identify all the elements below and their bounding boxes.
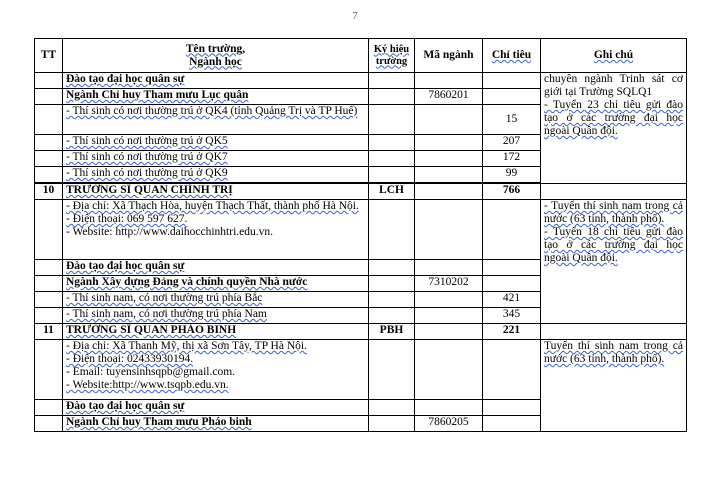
school-phone: - Điện thoại: 069 597 627. [66,213,188,225]
school-quota: 221 [483,324,541,340]
major-code: 7310202 [415,276,483,292]
table-row [35,73,687,89]
header-quota: Chỉ tiêu [483,39,541,73]
school-row [35,184,687,200]
note-text: - Tuyển thí sinh nam trong cả nước (63 tỉnh, thành phố). [544,200,683,225]
quota-value: 345 [483,308,541,324]
notes-cell [541,200,687,324]
notes-cell [541,73,687,184]
header-major: Ngành học [189,55,242,68]
school-address: - Địa chỉ: Xã Thạch Hòa, huyện Thạch Thất, thành phố Hà Nội. [66,200,359,212]
header-school: Tên trường, [185,42,246,55]
school-email: - Email: tuyensinhsqpb@gmail.com. [66,366,236,378]
school-code: PBH [369,324,415,340]
training-label: Đào tạo đại học quân sự [66,73,185,85]
quota-value: 99 [483,167,541,183]
page-number: 7 [352,10,358,22]
major-code: 7860201 [415,89,483,105]
note-text: chuyên ngành Trinh sát cơ giới tại Trường SQLQ1 [544,73,683,98]
major-code: 7860205 [415,416,483,432]
candidate-group: - Thí sinh có nơi thường trú ở QK9 [66,167,228,179]
notes-cell [541,340,687,432]
candidate-group: - Thí sinh nam, có nơi thường trú phía Nam [66,308,267,320]
school-code: LCH [369,184,415,200]
header-row [35,39,687,73]
school-website: - Website:http://www.tsqpb.edu.vn. [66,379,229,391]
candidate-group: - Thí sinh có nơi thường trú ở QK7 [66,151,228,163]
major-name: Ngành Xây dựng Đảng và chính quyền Nhà nước [66,276,308,288]
training-label: Đào tạo đại học quân sự [66,400,185,412]
training-label: Đào tạo đại học quân sự [66,260,185,272]
school-phone: - Điện thoại: 02433930194. [66,353,194,365]
school-name: TRƯỜNG SĨ QUAN PHÁO BINH [66,324,237,336]
quota-value: 172 [483,151,541,167]
header-tt: TT [35,39,63,73]
candidate-group: - Thí sinh có nơi thường trú ở QK4 (tỉnh Quảng Trị và TP Huế) [66,105,358,117]
header-school-major [63,39,369,73]
note-text: - Tuyển 23 chỉ tiêu gửi đào tạo ở các trường đại học ngoài Quân đội. [544,99,683,137]
header-major-code: Mã ngành [415,39,483,73]
header-notes: Ghi chú [541,39,687,73]
note-text: Tuyển thí sinh nam trong cả nước (63 tỉnh, thành phố). [544,340,683,365]
table-row [35,340,687,400]
header-code-2: trường [375,55,408,67]
school-name: TRƯỜNG SĨ QUAN CHÍNH TRỊ [66,184,233,196]
quota-value: 421 [483,292,541,308]
admissions-table [34,38,687,432]
major-name: Ngành Chỉ huy Tham mưu Lục quân [66,89,249,101]
school-website: - Website: http://www.daihocchinhtri.edu.vn. [66,226,273,238]
note-text: - Tuyển 18 chỉ tiêu gửi đào tạo ở các trường đại học ngoài Quân đội. [544,226,683,264]
major-name: Ngành Chỉ huy Tham mưu Pháo binh [66,416,252,428]
header-code-1: Ký hiệu [373,43,410,55]
school-quota: 766 [483,184,541,200]
quota-value: 15 [483,105,541,135]
table-row [35,200,687,260]
school-row [35,324,687,340]
header-school-code [369,39,415,73]
candidate-group: - Thí sinh có nơi thường trú ở QK5 [66,135,228,147]
school-number: 10 [35,184,63,200]
school-number: 11 [35,324,63,340]
school-address: - Địa chỉ: Xã Thanh Mỹ, thị xã Sơn Tây, TP Hà Nội. [66,340,307,352]
quota-value: 207 [483,135,541,151]
candidate-group: - Thí sinh nam, có nơi thường trú phía Bắc [66,292,263,304]
